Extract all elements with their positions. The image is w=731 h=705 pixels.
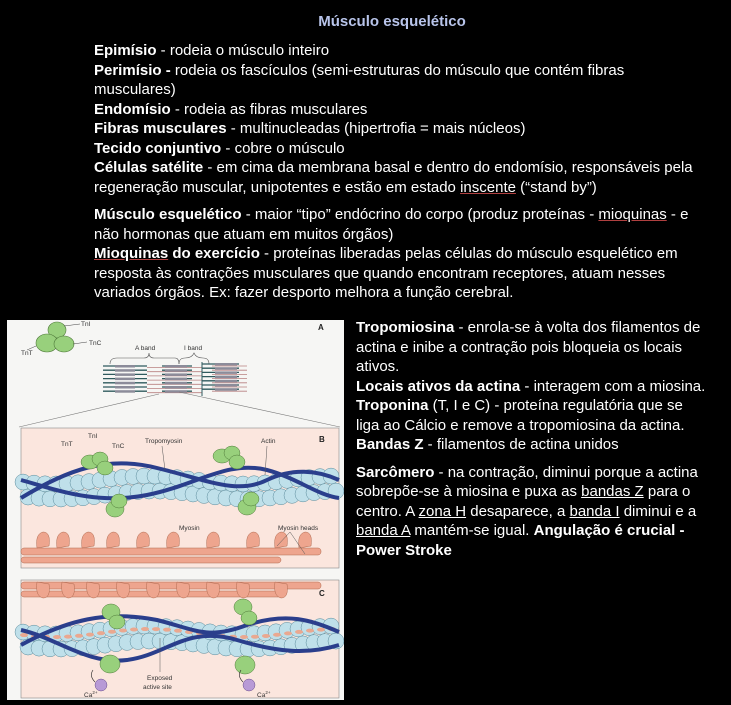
panel-c [15,580,344,699]
def-celulas [94,158,694,197]
label-myosin-heads: Myosin heads [278,525,319,532]
def-tropomiosina [356,318,706,377]
label-active-site: active site [143,684,172,691]
label-exposed: Exposed [147,675,173,682]
label-actin: Actin [261,438,276,445]
i-band-bracket [179,353,209,364]
desc: - interagem com a miosina. [520,377,706,395]
text: para o centro. A [356,483,691,520]
desc: - maior “tipo” endócrino do corpo (produz proteínas - [241,206,599,223]
def-musculo [94,205,694,244]
label-tropomyosin: Tropomyosin [145,438,183,445]
term: Fibras musculares [94,120,227,137]
def-perimisio [94,61,694,100]
desc: - enrola-se à volta dos filamentos de actina e inibe a contração pois bloqueia os locais ativos. [356,319,701,375]
desc: - cobre o músculo [221,139,345,157]
term: Endomísio [94,100,171,118]
page-title: Músculo esquelético [318,13,466,30]
underlined: banda I [569,502,620,520]
underlined: banda A [356,522,411,539]
label-a-band: A band [135,345,156,352]
term: Locais ativos da actina [356,377,521,395]
def-locais [356,377,706,397]
term: Sarcômero [356,463,435,481]
def-endomisio [94,100,694,120]
desc: - em cima da membrana basal e dentro do endomísio, responsáveis pela regeneração muscular, unipotentes e estão em estado [94,159,693,196]
underlined: bandas Z [581,483,644,500]
a-band-bracket [110,353,179,364]
text: - na contração, diminui porque a actina sobrepõe-se à miosina e puxa as [356,463,698,500]
term: Bandas Z [356,436,424,453]
label-tni-b: TnI [88,433,98,440]
desc: - proteínas liberadas pelas células do músculo esquelético em resposta às contrações musculares que quando encontram receptores, atuam nesses variados órgãos. Ex: fazer desporto melhora a função cerebral. [94,245,678,301]
desc: - multinucleadas (hipertrofia = mais núcleos) [226,120,526,137]
term: Epimísio [94,42,157,59]
desc: - rodeia o músculo inteiro [156,42,330,59]
desc: - rodeia as fibras musculares [170,100,368,118]
calcium-ion-icon [243,679,255,691]
def-mioquinas [94,244,694,303]
label-tnc: TnC [89,340,102,347]
term: Músculo esquelético [94,206,242,223]
desc: - filamentos de actina unidos [423,436,619,453]
panel-a [19,321,340,427]
muscle-figure [7,320,344,700]
label-tnt-b: TnT [61,441,73,448]
desc: (“stand by”) [515,178,597,196]
panel-c-letter: C [319,589,325,598]
panel-b [15,428,344,568]
panel-a-letter: A [318,323,324,332]
bold-end: Angulação é crucial - Power Stroke [356,522,685,559]
label-tnt: TnT [21,350,33,357]
panel-b-letter: B [319,435,325,444]
def-fibras [94,119,694,139]
text: diminui e a [619,502,697,520]
term: Troponina [356,397,429,414]
label-ca-left: $Ca^{2+}$ [84,690,98,699]
text: desaparece, a [466,502,570,520]
label-i-band: I band [184,345,203,352]
definitions-right [356,318,706,560]
label-tni: TnI [81,321,91,328]
label-myosin: Myosin [179,525,200,532]
label-tnc-b: TnC [112,443,125,450]
underlined: zona H [418,502,467,520]
term: Tecido conjuntivo [94,139,222,157]
term: Perimísio - [94,61,171,79]
desc: (T, I e C) - proteína regulatória que se liga ao Cálcio e remove a tropomiosina da actina. [356,397,685,434]
label-ca-right: $Ca^{2+}$ [257,690,271,699]
def-epimisio [94,41,694,61]
troponin-complex-icon [27,322,87,352]
sarcomere-filaments [103,362,247,396]
desc: - e não hormonas que atuam em muitos órgãos) [94,206,689,243]
def-bandas [356,435,706,455]
term: do exercício [168,245,260,262]
definitions-top [94,41,694,303]
def-tecido [94,139,694,159]
term-underlined: Mioquinas [94,245,169,262]
def-troponina [356,396,706,435]
def-sarcomero [356,463,706,561]
term: Células satélite [94,159,204,176]
desc: rodeia os fascículos (semi-estruturas do músculo que contém fibras musculares) [94,61,625,98]
term: Tropomiosina [356,319,455,336]
text: mantém-se igual. [410,522,534,539]
spellcheck-word: mioquinas [598,206,667,223]
figure-svg [7,320,344,700]
spellcheck-word: inscente [460,178,516,196]
